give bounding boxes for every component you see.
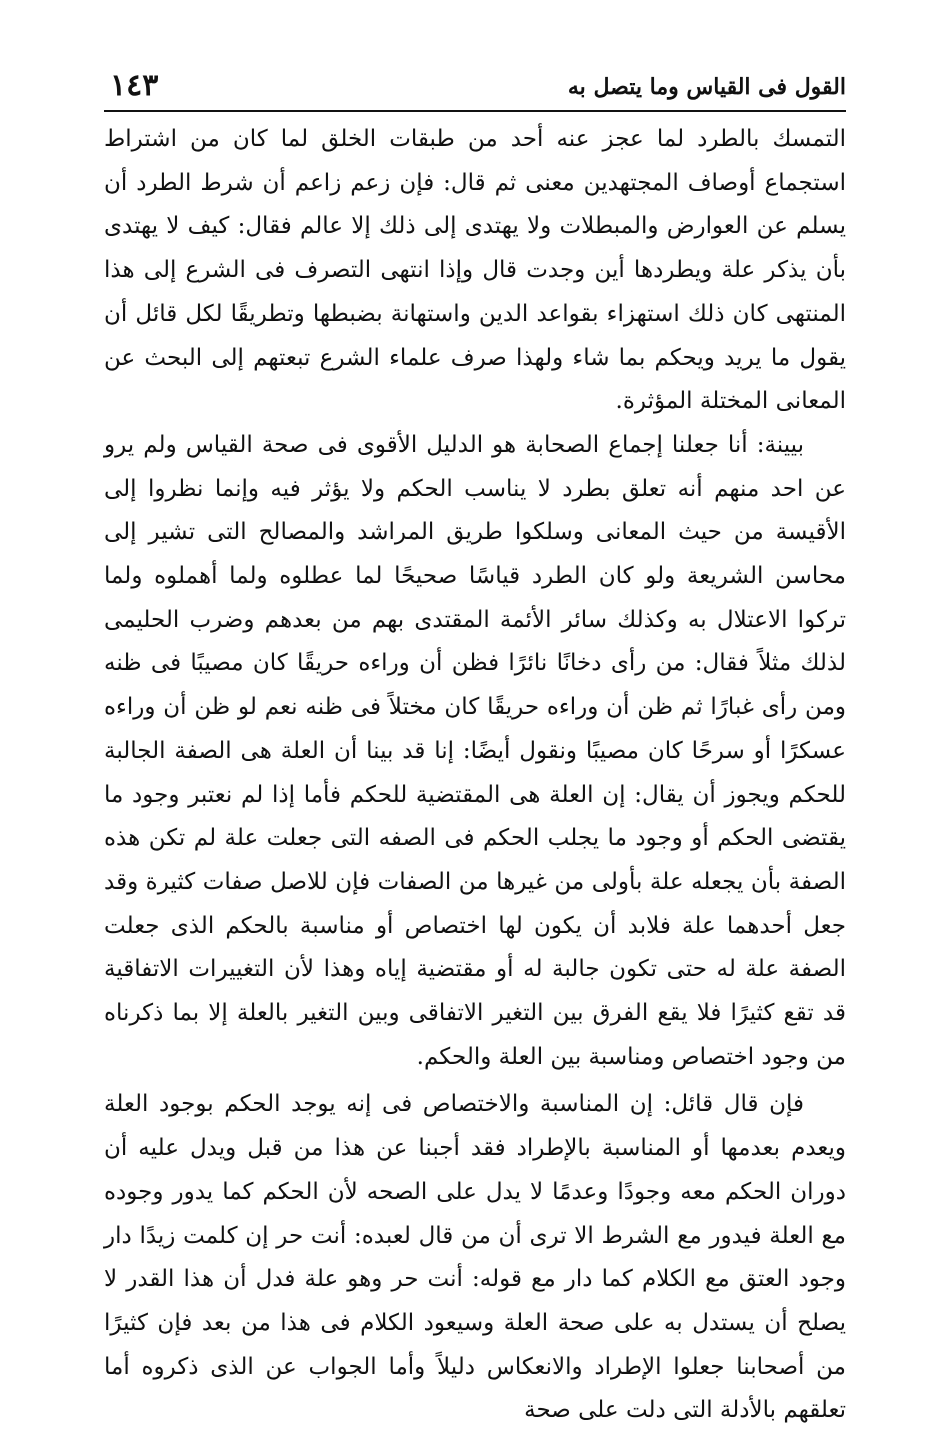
header-rule [104,110,846,112]
page-header [104,68,846,108]
body-text [104,118,846,1433]
paragraph-1: التمسك بالطرد لما عجز عنه أحد من طبقات الخلق لما كان من اشتراط استجماع أوصاف المجتهدين معنى ثم قال: فإن زعم زاعم أن شرط الطرد أن يسلم عن العوارض والمبطلات ولا يهتدى إلى ذلك إلا عالم فقال: كيف لا يهتدى بأن يذكر علة ويطردها أين وجدت قال وإذا انتهى التصرف فى الشرع إلى هذا المنتهى كان ذلك استهزاء بقواعد الدين واستهانة بضبطها وتطريقًا لكل قائل أن يقول ما يريد ويحكم بما شاء ولهذا صرف علماء الشرع تبعتهم إلى البحث عن المعانى المختلة المؤثرة. [104,126,846,415]
page-number: ١٤٣ [110,68,159,103]
paragraph-2: بيينة: أنا جعلنا إجماع الصحابة هو الدليل الأقوى فى صحة القياس ولم يرو عن احد منهم أنه تعلق بطرد لا يناسب الحكم ولا يؤثر فيه وإنما نظروا إلى الأقيسة من حيث المعانى وسلكوا طريق المراشد والمصالح التى تشير إلى محاسن الشريعة ولو كان الطرد قياسًا صحيحًا لما عطلوه ولما أهملوه ولما تركوا الاعتلال به وكذلك سائر الأئمة المقتدى بهم من بعدهم وضرب الحليمى لذلك مثلاً فقال: من رأى دخانًا نائرًا فظن أن وراءه حريقًا كان مصيبًا فى ظنه ومن رأى غبارًا ثم ظن أن وراءه حريقًا كان مختلاً فى ظنه نعم لو ظن أن وراءه عسكرًا أو سرحًا كان مصيبًا ونقول أيضًا: إنا قد بينا أن العلة هى الصفة الجالبة للحكم ويجوز أن يقال: إن العلة هى المقتضية للحكم فأما إذا لم نعتبر وجود ما يقتضى الحكم أو وجود ما يجلب الحكم فى الصفه التى جعلت علة لم تكن هذه الصفة بأن يجعله علة بأولى من غيرها من الصفات فإن للاصل صفات كثيرة وقد جعل أحدهما علة فلابد أن يكون لها اختصاص أو مناسبة بالحكم الذى جعلت الصفة علة له حتى تكون جالبة له أو مقتضية إياه وهذا لأن التغييرات الاتفاقية قد تقع كثيرًا فلا يقع الفرق بين التغير الاتفاقى وبين التغير بالعلة إلا بما ذكرناه من وجود اختصاص ومناسبة بين العلة والحكم. [104,431,846,1070]
paragraph-3: فإن قال قائل: إن المناسبة والاختصاص فى إنه يوجد الحكم بوجود العلة ويعدم بعدمها أو المناسبة بالإطراد فقد أجبنا عن هذا من قبل ويدل عليه أن دوران الحكم معه وجودًا وعدمًا لا يدل على الصحه لأن الحكم كما يدور وجوده مع العلة فيدور مع الشرط الا ترى أن من قال لعبده: أنت حر إن كلمت زيدًا دار وجود العتق مع الكلام كما دار مع قوله: أنت حر وهو علة فدل أن هذا القدر لا يصلح أن يستدل به على صحة العلة وسيعود الكلام فى هذا من بعد فإن كثيرًا من أصحابنا جعلوا الإطراد والانعكاس دليلاً وأما الجواب عن الذى ذكروه أما تعلقهم بالأدلة التى دلت على صحة [104,1091,846,1424]
running-title: القول فى القياس وما يتصل به [567,74,846,100]
